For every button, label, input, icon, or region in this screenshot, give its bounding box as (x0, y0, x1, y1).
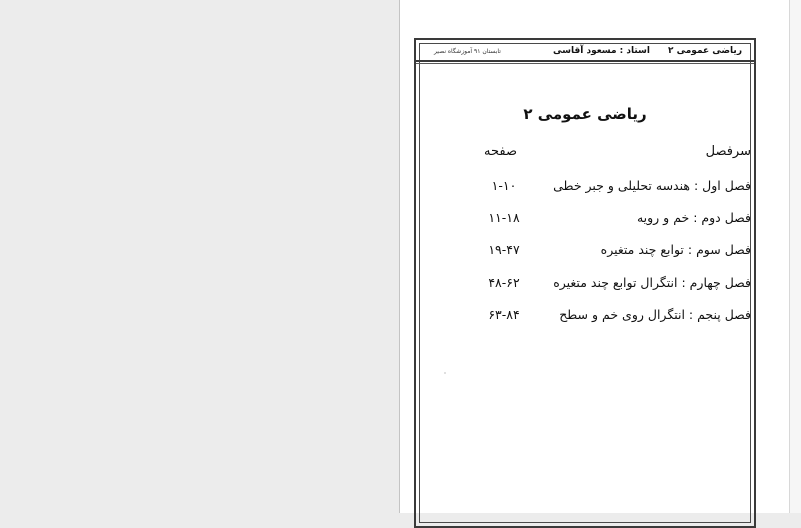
toc-page-range: ۴۸-۶۲ (488, 275, 520, 290)
page-border (414, 38, 756, 528)
toc-chapter-title: فصل چهارم : انتگرال توابع چند متغیره (553, 275, 751, 290)
toc-header-chapter: سرفصل (705, 144, 751, 159)
toc-chapter-title: فصل دوم : خم و رویه (636, 210, 751, 225)
toc-page-range: ۱۹-۴۷ (488, 242, 520, 257)
header-course-title: ریاضی عمومی ۲ (667, 46, 742, 56)
document-title: ریاضی عمومی ۲ (523, 105, 647, 123)
empty-viewer-area (0, 0, 399, 513)
scan-speck (444, 372, 446, 374)
toc-chapter-title: فصل اول : هندسه تحلیلی و جبر خطی (553, 178, 751, 193)
header-rule (416, 60, 754, 62)
toc-header-page: صفحه (484, 144, 517, 159)
header-teacher: استاد : مسعود آقاسی (553, 46, 650, 56)
toc-row (416, 307, 754, 329)
toc-chapter-title: فصل سوم : توابع چند متغیره (600, 242, 751, 257)
toc-page-range: ۶۳-۸۴ (488, 307, 520, 322)
toc-chapter-title: فصل پنجم : انتگرال روی خم و سطح (559, 307, 751, 322)
header-rule-secondary (416, 63, 754, 64)
toc-row (416, 275, 754, 297)
document-page (400, 0, 789, 513)
header-source: تابستان ۹۱ آموزشگاه نصیر (434, 48, 501, 55)
toc-page-range: ۱-۱۰ (491, 178, 517, 193)
toc-row (416, 210, 754, 232)
toc-row (416, 242, 754, 264)
toc-row (416, 178, 754, 200)
adjacent-page-edge (789, 0, 801, 513)
toc-page-range: ۱۱-۱۸ (488, 210, 520, 225)
